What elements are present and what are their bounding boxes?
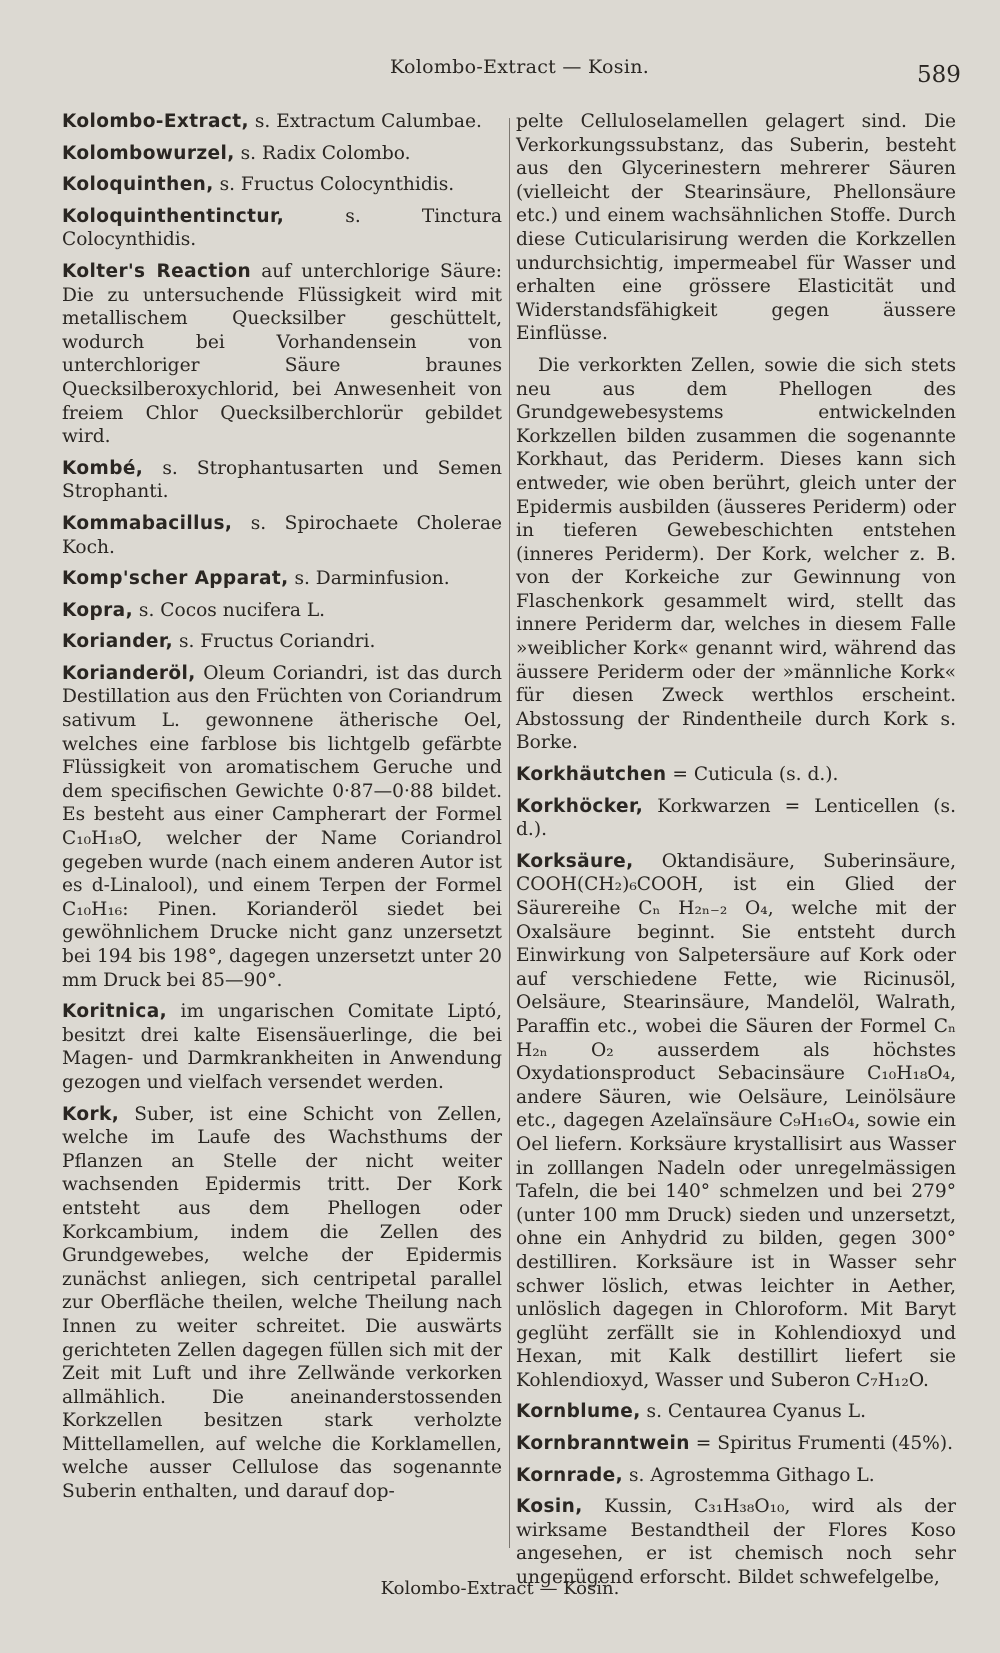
entry-text: s. Agrostemma Githago L.	[623, 1464, 875, 1486]
entry-headword: Korksäure,	[516, 850, 634, 872]
dictionary-entry	[62, 457, 502, 504]
entry-headword: Kolombowurzel,	[62, 142, 235, 164]
entry-text: s. Tinctura Colocynthidis.	[62, 205, 502, 251]
entry-text: Kussin, C₃₁H₃₈O₁₀, wird als der wirksame Bestandtheil der Flores Koso angesehen, er ist chemisch noch sehr ungenügend erforscht. Bildet schwefelgelbe,	[516, 1496, 956, 1589]
dictionary-entry	[62, 142, 502, 166]
entry-headword: Kolter's Reaction	[62, 260, 252, 282]
dictionary-entry	[62, 512, 502, 559]
entry-text: Suber, ist eine Schicht von Zellen, welche im Laufe des Wachsthums der Pflanzen an Stelle der nicht weiter wachsenden Epidermis tritt. Der Kork entsteht aus dem Phellogen oder Korkcambium, indem die Zellen des Grundgewebes, welche der Epidermis zunächst anliegen, sich centripetal parallel zur Oberfläche theilen, welche Theilung nach Innen zu weiter schreitet. Die auswärts gerichteten Zellen dagegen füllen sich mit der Zeit mit Luft und ihre Zellwände verkorken allmählich. Die aneinanderstossenden Korkzellen besitzen stark verholzte Mittellamellen, auf welche die Korklamellen, welche ausser Cellulose das sogenannte Suberin enthalten, und darauf dop-	[62, 1103, 502, 1503]
left-column	[62, 110, 502, 1512]
dictionary-entry	[62, 260, 502, 449]
entry-headword: Kosin,	[516, 1496, 583, 1518]
entry-text: = Cuticula (s. d.).	[666, 764, 839, 786]
page-number: 589	[917, 62, 961, 88]
running-header	[0, 56, 1000, 96]
entry-text: im ungarischen Comitate Liptó, besitzt drei kalte Eisensäuerlinge, die bei Magen- und Darmkrankheiten in Anwendung gezogen und vielfach versendet werden.	[62, 1001, 502, 1093]
dictionary-entry	[62, 110, 502, 134]
entry-headword: Kornbranntwein	[516, 1433, 690, 1455]
entry-text: s. Cocos nucifera L.	[133, 599, 326, 621]
entry-headword: Korkhäutchen	[516, 764, 667, 786]
dictionary-entry	[62, 173, 502, 197]
dictionary-entry	[516, 1464, 956, 1488]
dictionary-entry	[62, 1103, 502, 1504]
entry-headword: Kopra,	[62, 599, 133, 621]
dictionary-entry	[516, 795, 956, 842]
entry-headword: Korianderöl,	[62, 662, 196, 684]
entry-continuation	[516, 110, 956, 346]
dictionary-entry	[516, 1495, 956, 1589]
entry-text: s. Darminfusion.	[288, 568, 450, 590]
dictionary-entry	[516, 1432, 956, 1456]
dictionary-entry	[62, 205, 502, 252]
dictionary-entry	[62, 567, 502, 591]
entry-headword: Kornblume,	[516, 1401, 641, 1423]
entry-headword: Kolombo-Extract,	[62, 111, 249, 132]
entry-text: s. Extractum Calumbae.	[248, 111, 482, 132]
running-footer: Kolombo-Extract — Kosin.	[380, 1578, 620, 1599]
entry-headword: Kombé,	[62, 457, 144, 479]
entry-text: s. Strophantusarten und Semen Strophanti.	[62, 457, 502, 503]
dictionary-entry	[62, 599, 502, 623]
entry-text: s. Fructus Colocynthidis.	[213, 174, 455, 196]
running-header-title: Kolombo-Extract — Kosin.	[390, 56, 650, 78]
entry-text: s. Fructus Coriandri.	[173, 631, 376, 653]
entry-headword: Koriander,	[62, 631, 174, 653]
entry-text: s. Centaurea Cyanus L.	[640, 1401, 867, 1423]
entry-text: Oleum Coriandri, ist das durch Destillation aus den Früchten von Coriandrum sativum L. gewonnene ätherische Oel, welches eine farblose bis lichtgelb gefärbte Flüssigkeit von aromatischem Geruche und dem specifischen Gewichte 0·87—0·88 bildet. Es besteht aus einer Campherart der Formel C₁₀H₁₈O, welcher der Name Coriandrol gegeben wurde (nach einem anderen Autor ist es d-Linalool), und einem Terpen der Formel C₁₀H₁₆: Pinen. Korianderöl siedet bei gewöhnlichem Drucke nicht ganz unzersetzt bei 194 bis 198°, dagegen unzersetzt unter 20 mm Druck bei 85—90°.	[62, 662, 502, 991]
right-column	[516, 110, 956, 1598]
entry-paragraph	[516, 354, 956, 755]
entry-headword: Koritnica,	[62, 1001, 168, 1023]
dictionary-entry	[62, 1000, 502, 1094]
entry-text: pelte Celluloselamellen gelagert sind. Die Verkorkungssubstanz, das Suberin, besteht aus den Glycerinestern mehrerer Säuren (vielleicht der Stearinsäure, Phellonsäure etc.) und einem wachsähnlichen Stoffe. Durch diese Cuticularisirung werden die Korkzellen undurchsichtig, impermeabel für Wasser und erhalten eine grössere Elasticität und Widerstandsfähigkeit gegen äussere Einflüsse.	[516, 111, 956, 345]
dictionary-entry	[62, 630, 502, 654]
entry-text: auf unterchlorige Säure: Die zu untersuchende Flüssigkeit wird mit metallischem Quecksilber geschüttelt, wodurch bei Vorhandensein von unterchloriger Säure braunes Quecksilberoxychlorid, bei Anwesenheit von freiem Chlor Quecksilberchlorür gebildet wird.	[62, 260, 502, 448]
entry-headword: Kork,	[62, 1103, 120, 1125]
entry-headword: Koloquinthen,	[62, 174, 214, 196]
entry-text: Die verkorkten Zellen, sowie die sich stets neu aus dem Phellogen des Grundgewebesystems entwickelnden Korkzellen bilden zusammen die sogenannte Korkhaut, das Periderm. Dieses kann sich entweder, wie oben berührt, gleich unter der Epidermis ausbilden (äusseres Periderm) oder in tieferen Gewebeschichten entstehen (inneres Periderm). Der Kork, welcher z. B. von der Korkeiche zur Gewinnung von Flaschenkork gesammelt wird, stellt das innere Periderm dar, welches in diesem Falle »weiblicher Kork« genannt wird, während das äussere Periderm oder der »männliche Kork« für diesen Zweck werthlos erscheint. Abstossung der Rindentheile durch Kork s. Borke.	[516, 354, 956, 754]
entry-headword: Kommabacillus,	[62, 512, 233, 534]
dictionary-entry	[62, 662, 502, 992]
entry-text: Oktandisäure, Suberinsäure, COOH(CH₂)₆COOH, ist ein Glied der Säurereihe Cₙ H₂ₙ₋₂ O₄, welche mit der Oxalsäure beginnt. Sie entsteht durch Einwirkung von Salpetersäure auf Kork oder auf verschiedene Fette, wie Ricinusöl, Oelsäure, Stearinsäure, Mandelöl, Walrath, Paraffin etc., wobei die Säuren der Formel Cₙ H₂ₙ O₂ ausserdem als höchstes Oxydationsproduct Sebacinsäure C₁₀H₁₈O₄, andere Säuren, wie Oelsäure, Leinölsäure etc., dagegen Azelaïnsäure C₉H₁₆O₄, sowie ein Oel liefern. Korksäure krystallisirt aus Wasser in zolllangen Nadeln oder unregelmässigen Tafeln, die bei 140° schmelzen und bei 279° (unter 100 mm Druck) sieden und unzersetzt, ohne ein Anhydrid zu bilden, gegen 300° destilliren. Korksäure ist in Wasser sehr schwer löslich, etwas leichter in Aether, unlöslich dagegen in Chloroform. Mit Baryt geglüht zerfällt sie in Kohlendioxyd und Hexan, mit Kalk destillirt liefert sie Kohlendioxyd, Wasser und Suberon C₇H₁₂O.	[516, 850, 956, 1391]
entry-text: Korkwarzen = Lenticellen (s. d.).	[516, 795, 956, 841]
dictionary-entry	[516, 763, 956, 787]
entry-headword: Korkhöcker,	[516, 795, 644, 817]
dictionary-entry	[516, 1400, 956, 1424]
entry-text: s. Radix Colombo.	[234, 142, 411, 164]
dictionary-entry	[516, 850, 956, 1393]
entry-headword: Kornrade,	[516, 1464, 624, 1486]
entry-headword: Komp'scher Apparat,	[62, 568, 289, 590]
entry-text: = Spiritus Frumenti (45%).	[689, 1433, 953, 1455]
entry-headword: Koloquinthentinctur,	[62, 205, 285, 227]
entry-text: s. Spirochaete Cholerae Koch.	[62, 512, 502, 558]
column-divider	[509, 118, 510, 1548]
